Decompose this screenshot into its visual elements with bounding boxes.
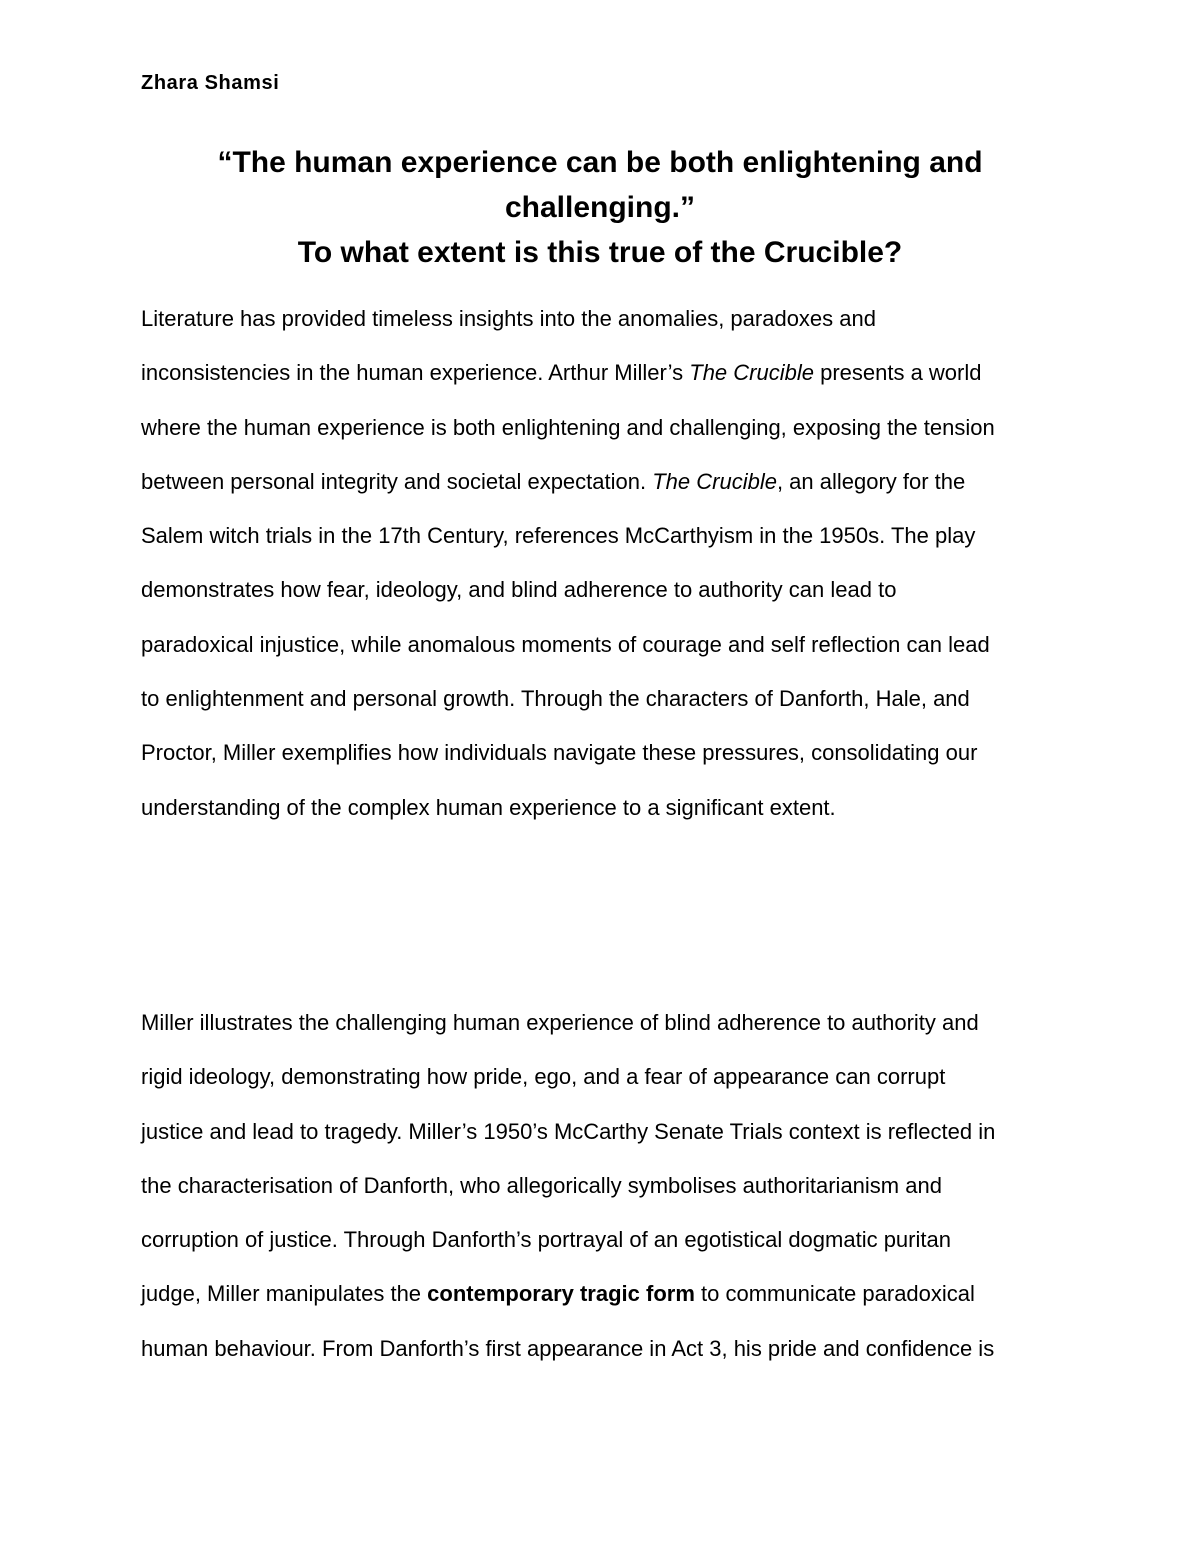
text-run: to communicate paradoxical (694, 1281, 975, 1307)
paragraph-line: rigid ideology, demonstrating how pride, ego, and a fear of appearance can corrupt (141, 1064, 946, 1090)
paragraph-line: the characterisation of Danforth, who allegorically symbolises authoritarianism and (141, 1172, 942, 1198)
paragraph-line: Miller illustrates the challenging human experience of blind adherence to authority and (141, 1010, 979, 1035)
title-line-1: “The human experience can be both enlightening and (217, 146, 983, 179)
text-run: , an allegory for the (776, 468, 966, 494)
paragraph-line (141, 1267, 1066, 1321)
paragraph-line: justice and lead to tragedy. Miller’s 1950’s McCarthy Senate Trials context is reflected in (141, 1118, 996, 1144)
paragraph-line: Salem witch trials in the 17th Century, references McCarthyism in the 1950s. The play (141, 523, 976, 549)
text-run: between personal integrity and societal expectation. (141, 468, 653, 494)
author-name: Zhara Shamsi (141, 72, 280, 94)
introduction-paragraph (141, 292, 1066, 835)
body-paragraph (141, 996, 1066, 1376)
italic-title-run: The Crucible (689, 360, 814, 386)
title-line-2: challenging.” (504, 191, 696, 224)
paragraph-line: Proctor, Miller exemplifies how individuals navigate these pressures, consolidating our (141, 740, 978, 766)
text-run: inconsistencies in the human experience. Arthur Miller’s (141, 360, 690, 386)
italic-title-run: The Crucible (652, 468, 777, 494)
paragraph-line: human behaviour. From Danforth’s first appearance in Act 3, his pride and confidence is (141, 1335, 995, 1361)
title-line-3: To what extent is this true of the Crucible? (297, 236, 903, 269)
paragraph-line: where the human experience is both enlightening and challenging, exposing the tension (141, 414, 995, 440)
text-run: judge, Miller manipulates the (141, 1281, 428, 1307)
paragraph-line: demonstrates how fear, ideology, and blind adherence to authority can lead to (141, 577, 897, 603)
bold-term-run: contemporary tragic form (427, 1281, 695, 1307)
paragraph-line: Literature has provided timeless insights into the anomalies, paradoxes and (141, 306, 876, 331)
paragraph-line: to enlightenment and personal growth. Through the characters of Danforth, Hale, and (141, 686, 970, 712)
paragraph-line: paradoxical injustice, while anomalous moments of courage and self reflection can lead (141, 631, 990, 657)
paragraph-line: corruption of justice. Through Danforth’s portrayal of an egotistical dogmatic puritan (141, 1227, 951, 1253)
paragraph-line (141, 455, 1066, 509)
paragraph-line: understanding of the complex human experience to a significant extent. (141, 794, 836, 820)
paragraph-line (141, 346, 1066, 400)
text-run: presents a world (813, 360, 982, 386)
essay-title (100, 140, 1100, 275)
